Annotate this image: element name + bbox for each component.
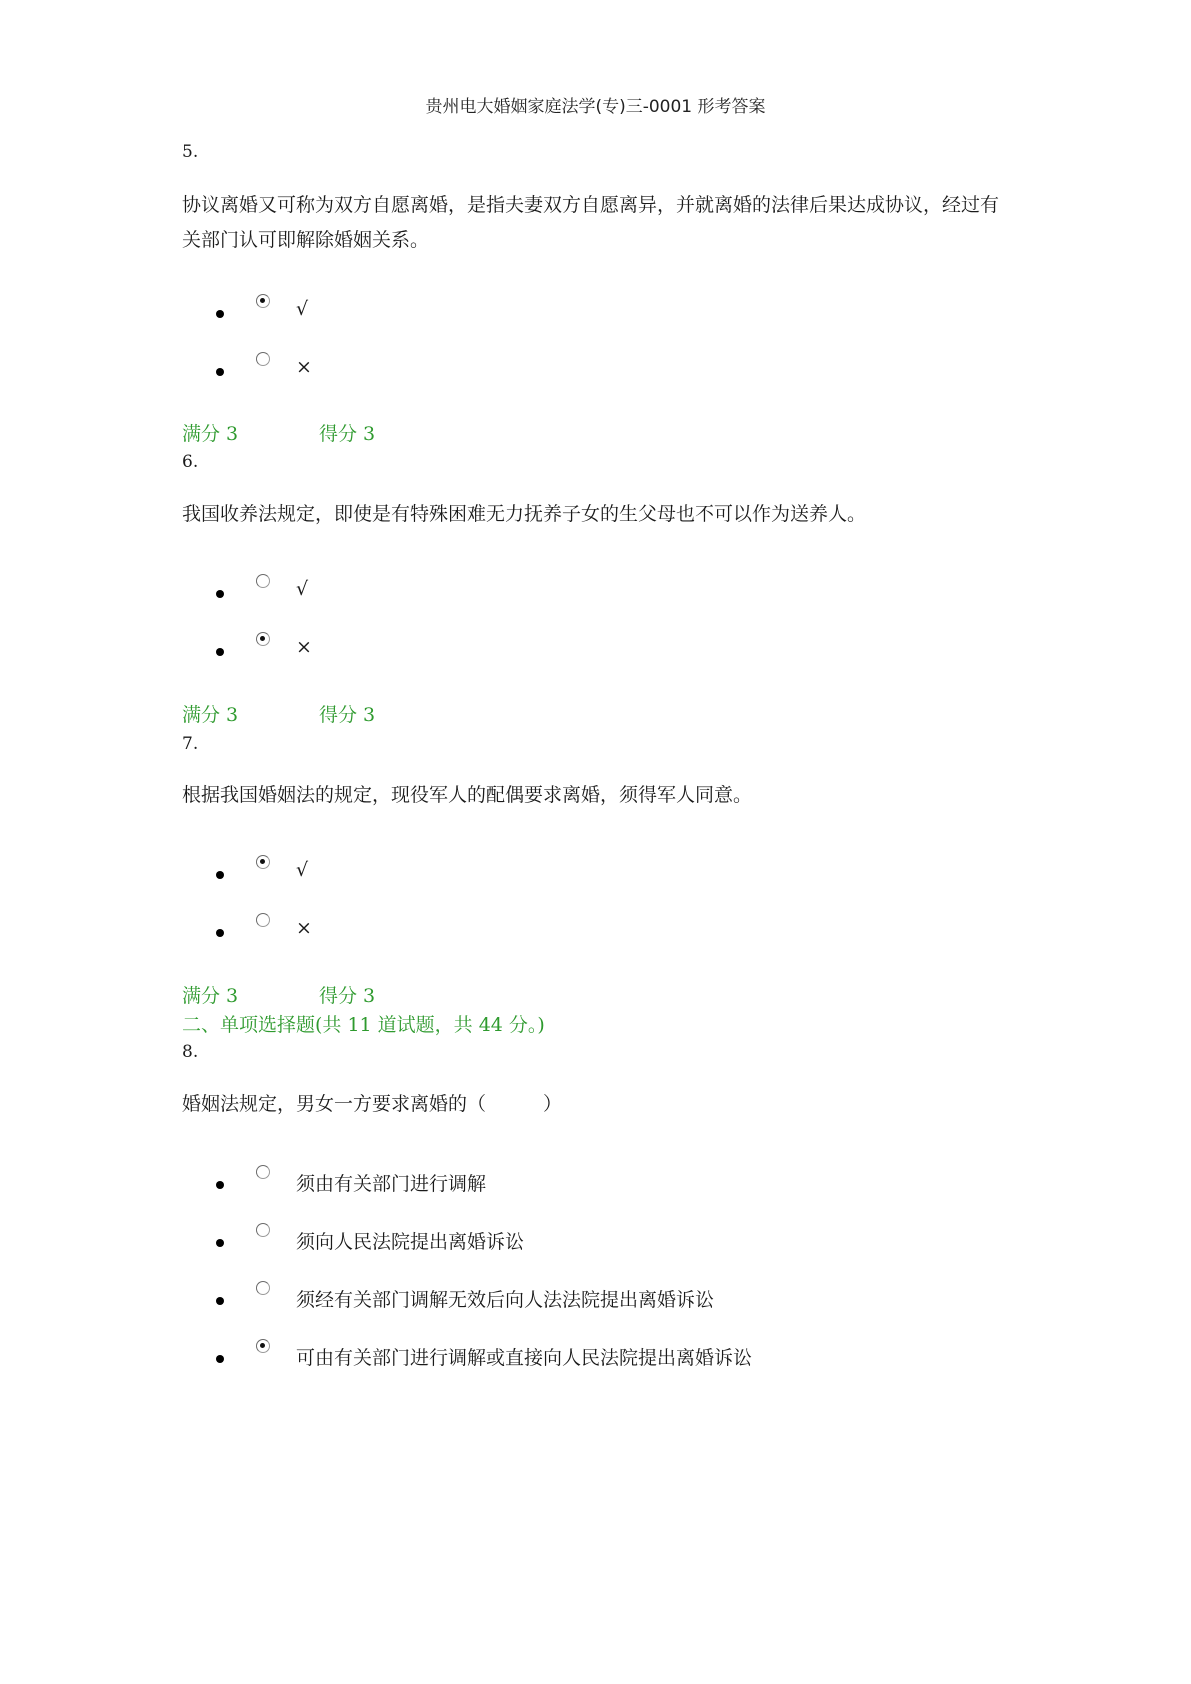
question-number: 7.	[182, 734, 199, 754]
option-true[interactable]	[0, 574, 1191, 614]
score-line	[182, 700, 376, 727]
got-score: 得分 3	[319, 704, 376, 726]
score-line	[182, 419, 376, 446]
radio-button[interactable]	[256, 352, 270, 366]
option-label: ×	[296, 917, 312, 939]
bullet-icon	[216, 368, 224, 376]
option-a[interactable]	[0, 1165, 1191, 1205]
option-false[interactable]	[0, 632, 1191, 672]
score-line	[182, 981, 376, 1008]
bullet-icon	[216, 1181, 224, 1189]
question-number: 6.	[182, 452, 199, 472]
got-score: 得分 3	[319, 985, 376, 1007]
page-title: 贵州电大婚姻家庭法学(专)三-0001 形考答案	[425, 97, 766, 117]
option-true[interactable]	[0, 294, 1191, 334]
radio-button-selected[interactable]	[256, 632, 270, 646]
option-label: 须向人民法院提出离婚诉讼	[296, 1231, 525, 1253]
option-c[interactable]	[0, 1281, 1191, 1321]
option-false[interactable]	[0, 352, 1191, 392]
option-true[interactable]	[0, 855, 1191, 895]
option-b[interactable]	[0, 1223, 1191, 1263]
option-label: ×	[296, 636, 312, 658]
option-label: √	[296, 298, 309, 320]
option-label: 可由有关部门进行调解或直接向人民法院提出离婚诉讼	[296, 1347, 753, 1369]
bullet-icon	[216, 648, 224, 656]
question-text: 协议离婚又可称为双方自愿离婚，是指夫妻双方自愿离异，并就离婚的法律后果达成协议，经过有关部门认可即解除婚姻关系。	[182, 194, 1000, 251]
option-d[interactable]	[0, 1339, 1191, 1379]
full-score: 满分 3	[182, 985, 239, 1007]
bullet-icon	[216, 871, 224, 879]
option-label: 须经有关部门调解无效后向人法法院提出离婚诉讼	[296, 1289, 715, 1311]
option-label: ×	[296, 356, 312, 378]
radio-button[interactable]	[256, 1165, 270, 1179]
radio-button[interactable]	[256, 574, 270, 588]
option-label: 须由有关部门进行调解	[296, 1173, 487, 1195]
question-number: 5.	[182, 142, 199, 162]
bullet-icon	[216, 1355, 224, 1363]
option-label: √	[296, 578, 309, 600]
radio-button-selected[interactable]	[256, 1339, 270, 1353]
option-label: √	[296, 859, 309, 881]
option-false[interactable]	[0, 913, 1191, 953]
full-score: 满分 3	[182, 423, 239, 445]
radio-button[interactable]	[256, 913, 270, 927]
radio-button-selected[interactable]	[256, 855, 270, 869]
question-text: 我国收养法规定，即使是有特殊困难无力抚养子女的生父母也不可以作为送养人。	[182, 503, 867, 525]
bullet-icon	[216, 310, 224, 318]
full-score: 满分 3	[182, 704, 239, 726]
radio-button[interactable]	[256, 1223, 270, 1237]
bullet-icon	[216, 590, 224, 598]
radio-button-selected[interactable]	[256, 294, 270, 308]
bullet-icon	[216, 1297, 224, 1305]
question-text: 根据我国婚姻法的规定，现役军人的配偶要求离婚，须得军人同意。	[182, 784, 753, 806]
got-score: 得分 3	[319, 423, 376, 445]
question-text: 婚姻法规定，男女一方要求离婚的（ ）	[182, 1093, 563, 1115]
question-number: 8.	[182, 1042, 199, 1062]
section-title: 二、单项选择题(共 11 道试题，共 44 分。)	[182, 1014, 545, 1036]
bullet-icon	[216, 929, 224, 937]
radio-button[interactable]	[256, 1281, 270, 1295]
bullet-icon	[216, 1239, 224, 1247]
